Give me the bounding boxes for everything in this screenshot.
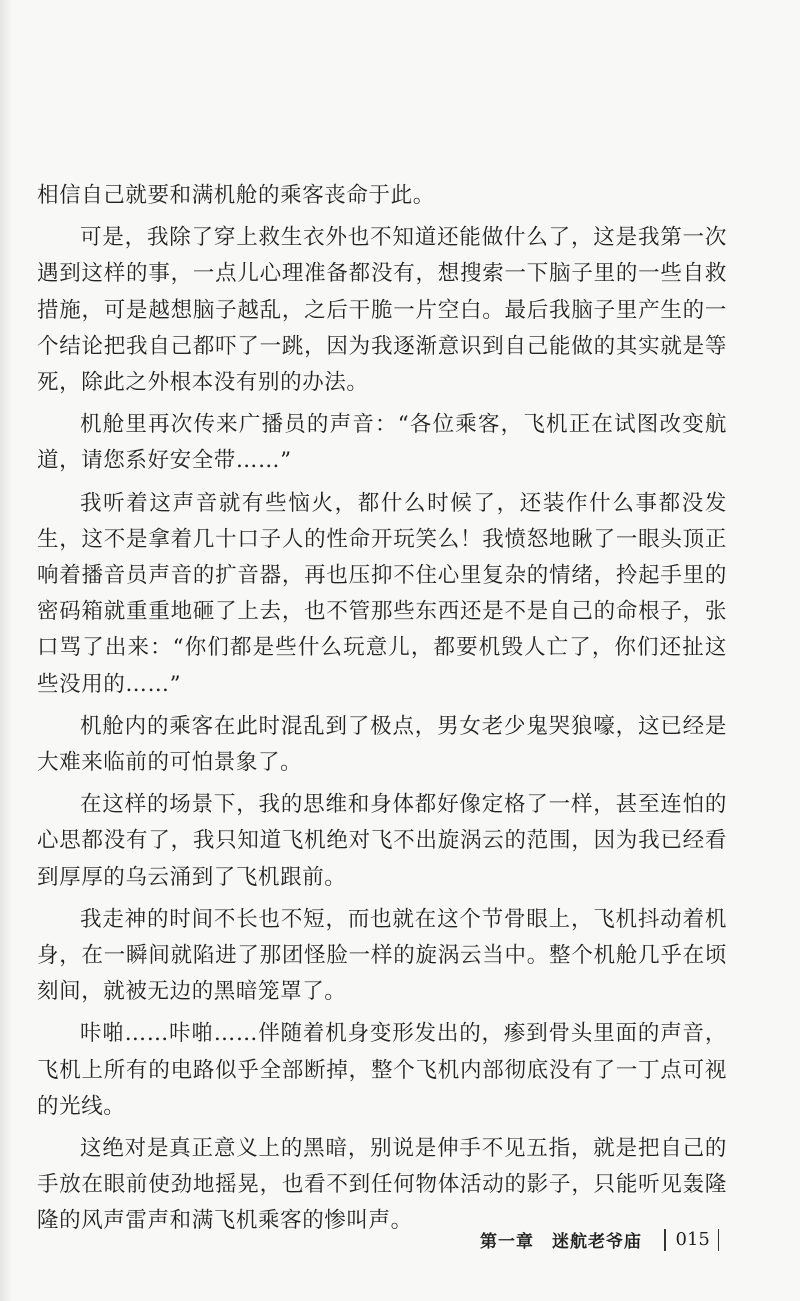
page-footer (480, 1227, 719, 1252)
chapter-title: 第一章 迷航老爷庙 (480, 1232, 642, 1252)
footer-divider-left (664, 1229, 666, 1251)
paragraph-5: 机舱内的乘客在此时混乱到了极点，男女老少鬼哭狼嚎，这已经是大难来临前的可怕景象了。 (37, 713, 727, 776)
paragraph-9: 这绝对是真正意义上的黑暗，别说是伸手不见五指，就是把自己的手放在眼前使劲地摇晃，也看不到任何物体活动的影子，只能听见轰隆隆的风声雷声和满飞机乘客的惨叫声。 (37, 1136, 727, 1234)
paragraph-2: 可是，我除了穿上救生衣外也不知道还能做什么了，这是我第一次遇到这样的事，一点儿心理准备都没有，想搜索一下脑子里的一些自救措施，可是越想脑子越乱，之后干脆一片空白。最后我脑子里产生的一个结论把我自己都吓了一跳，因为我逐渐意识到自己能做的其实就是等死，除此之外根本没有别的办法。 (37, 225, 727, 396)
paragraph-3: 机舱里再次传来广播员的声音：“各位乘客，飞机正在试图改变航道，请您系好安全带……” (37, 412, 727, 474)
page-edge-shadow (0, 0, 12, 1301)
page-number: 015 (675, 1229, 710, 1250)
paragraph-7: 我走神的时间不长也不短，而也就在这个节骨眼上，飞机抖动着机身，在一瞬间就陷进了那团怪脸一样的旋涡云当中。整个机舱几乎在顷刻间，就被无边的黑暗笼罩了。 (37, 906, 727, 1005)
page-body (37, 178, 727, 1246)
paragraph-4: 我听着这声音就有些恼火，都什么时候了，还装作什么事都没发生，这不是拿着几十口子人的性命开玩笑么！我愤怒地瞅了一眼头顶正响着播音员声音的扩音器，再也压抑不住心里复杂的情绪，拎起手里的密码箱就重重地砸了上去，也不管那些东西还是不是自己的命根子，张口骂了出来：“你们都是些什么玩意儿，都要机毁人亡了，你们还扯这些没用的……” (37, 490, 727, 697)
paragraph-8: 咔啪……咔啪……伴随着机身变形发出的，瘆到骨头里面的声音，飞机上所有的电路似乎全部断掉，整个飞机内部彻底没有了一丁点可视的光线。 (37, 1021, 727, 1119)
paragraph-1: 相信自己就要和满机舱的乘客丧命于此。 (37, 183, 435, 208)
paragraph-6: 在这样的场景下，我的思维和身体都好像定格了一样，甚至连怕的心思都没有了，我只知道飞机绝对飞不出旋涡云的范围，因为我已经看到厚厚的乌云涌到了飞机跟前。 (37, 792, 727, 890)
footer-divider-right (718, 1229, 720, 1251)
